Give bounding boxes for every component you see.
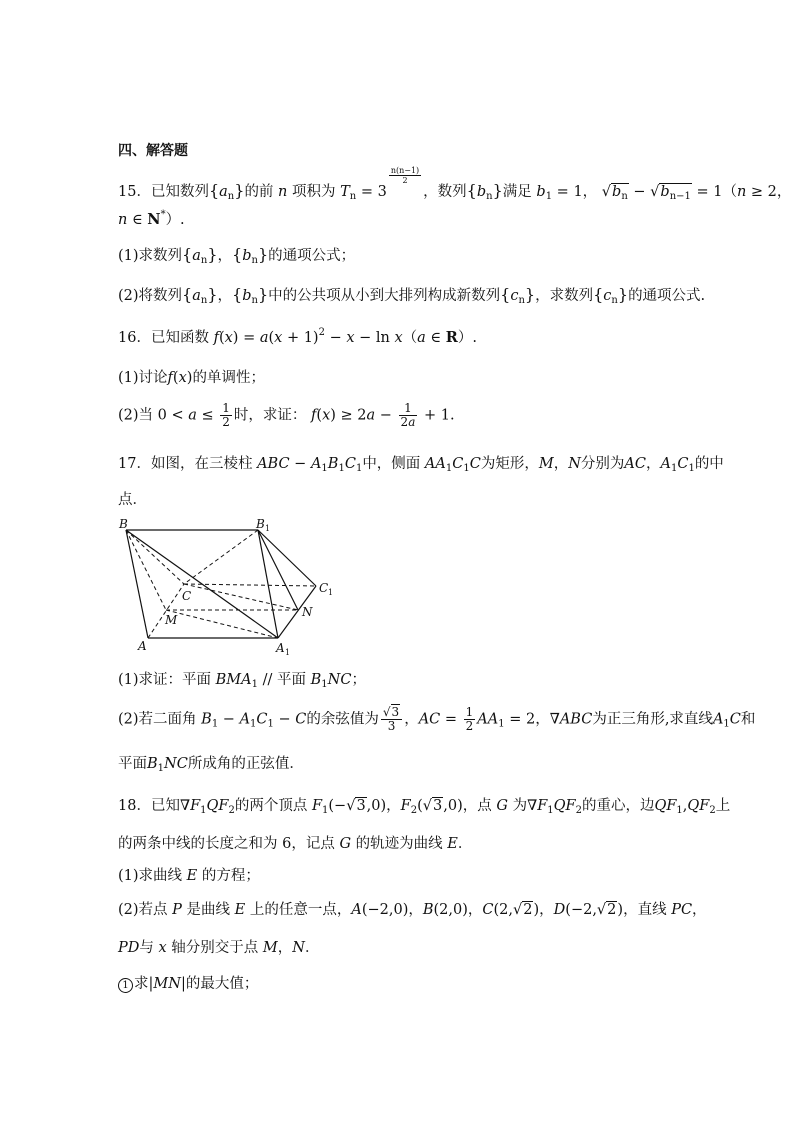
q17-part2-line1: (2)若二面角 $B_1 - A_1C_1 - C$的余弦值为 $\frac{√3}{3}$ ，AC = $\frac{1}{2}$ $AA_1 = 2$，∇ABC为正三角形,求直线$A_1C$和 xyxy=(118,705,756,733)
q18-part1: (1)求曲线 E 的方程； xyxy=(118,868,260,884)
q16-line1: 16．已知函数 $f(x) = a(x + 1)^2 - x - \ln x(a$ ∈ R）. xyxy=(118,327,477,346)
svg-text:1: 1 xyxy=(328,588,334,597)
label-b1: B xyxy=(256,517,265,531)
q18-part2-line2: PD与 x 轴分别交于点 M，N． xyxy=(118,940,320,956)
edge-b-a xyxy=(126,530,148,638)
label-c1: C xyxy=(319,581,329,595)
q18-subpart1: 1 求|MN|的最大值； xyxy=(118,972,258,993)
label-b: B xyxy=(119,517,128,531)
edge-a-c xyxy=(148,584,184,638)
q16-part1: (1)讨论f(x)的单调性； xyxy=(118,370,265,386)
q15-line1: 15．已知数列$\{a_n\}$的前 n 项积为 $T_n = 3$ $^{\frac{n(n-1)}{2}}$ ，数列$\{b_n\}$满足 $b_1 = 1$， $√b_n - √b_{n-1} = 1(n \ge 2$， xyxy=(118,166,792,202)
q15-line2: n ∈ N*）. xyxy=(118,209,185,228)
prism-figure xyxy=(116,514,346,656)
q15-part2: (2)将数列$\{a_n\}$，$\{b_n\}$中的公共项从小到大排列构成新数列$\{c_n\}$，求数列$\{c_n\}$的通项公式. xyxy=(118,285,706,306)
section-title: 四、解答题 xyxy=(118,143,188,159)
edge-m-a1 xyxy=(166,610,278,638)
q17-line1: 17．如图，在三棱柱 ABC − $A_1B_1C_1$中，侧面 $AA_1C_1C$为矩形，M，N分别为AC，$A_1C_1$的中 xyxy=(118,456,724,474)
label-c: C xyxy=(182,589,192,603)
edge-b-c xyxy=(126,530,184,584)
svg-text:1: 1 xyxy=(265,524,271,533)
q16-part2: (2)当 0 < a ≤ $\frac{1}{2}$ 时，求证： f(x) ≥ 2a − $\frac{1}{2a}$ + 1. xyxy=(118,401,455,429)
edge-b-m xyxy=(126,530,166,610)
q18-line2: 的两条中线的长度之和为 6，记点 G 的轨迹为曲线 E． xyxy=(118,836,473,852)
edge-b1-n xyxy=(258,530,298,610)
edge-c-n xyxy=(184,584,298,610)
label-n: N xyxy=(302,605,313,619)
q18-line1: 18．已知$\nabla F_1QF_2$的两个顶点 $F_1(-√3,0)$，$F_2(√3,0)$，点 G 为$\nabla F_1QF_2$的重心，边$QF_1,QF_2$上 xyxy=(118,798,731,816)
label-a1: A xyxy=(276,641,285,655)
q15-part1: (1)求数列$\{a_n\}$，$\{b_n\}$的通项公式； xyxy=(118,245,356,266)
label-m: M xyxy=(165,613,178,627)
edge-b1-c xyxy=(184,530,258,584)
label-a: A xyxy=(138,639,147,653)
q17-line2: 点． xyxy=(118,492,147,508)
q18-part2-line1: (2)若点 P 是曲线 E 上的任意一点，A(−2,0)，B(2,0)，C(2,√2)，D(−2,√2)，直线 PC， xyxy=(118,902,707,918)
svg-text:1: 1 xyxy=(285,648,291,656)
q17-part2-line2: 平面$B_1NC$所成角的正弦值． xyxy=(118,756,304,774)
circled-number-icon: 1 xyxy=(118,978,133,993)
q17-part1: (1)求证：平面 $BMA_1$ // 平面 $B_1NC$； xyxy=(118,672,366,690)
